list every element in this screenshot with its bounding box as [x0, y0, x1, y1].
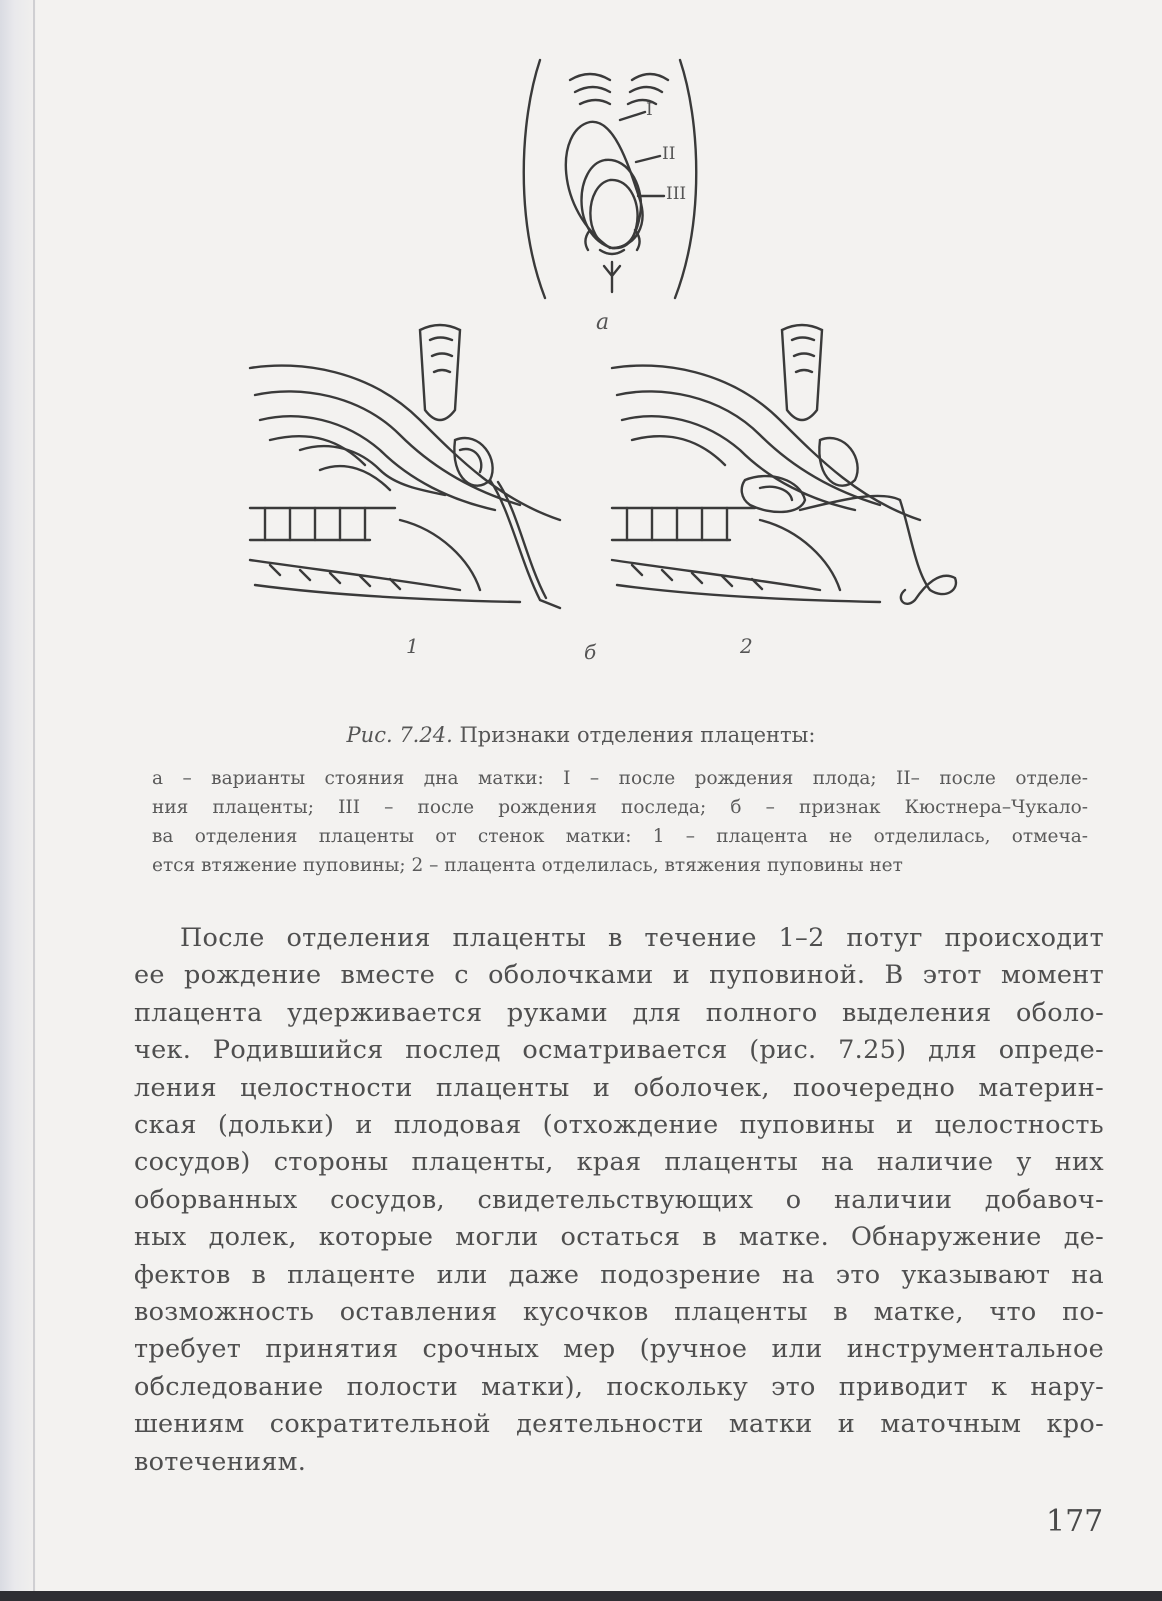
- figure-drawing: [0, 0, 1162, 700]
- figure-7-24: [0, 0, 1162, 700]
- figure-label-b: б: [584, 640, 597, 664]
- figure-title: Признаки отделения плаценты:: [459, 723, 816, 747]
- body-line: ская (дольки) и плодовая (отхождение пуповины и целостность: [134, 1110, 1104, 1141]
- page-number: 177: [1046, 1504, 1104, 1539]
- figure-a-abdomen: [524, 60, 697, 298]
- figure-caption-description: [152, 764, 1088, 880]
- body-line: сосудов) стороны плаценты, края плаценты на наличие у них: [134, 1147, 1104, 1178]
- body-line: вотечениям.: [134, 1446, 307, 1477]
- body-line: требует принятия срочных мер (ручное или инструментальное: [134, 1334, 1104, 1365]
- figure-label-roman-2: II: [662, 144, 676, 164]
- body-line: обследование полости матки), поскольку это приводит к нару-: [134, 1371, 1104, 1402]
- figure-b1-cross-section: [250, 325, 560, 608]
- page-bottom-edge: [0, 1591, 1162, 1601]
- figure-caption-title: [0, 723, 1162, 747]
- figure-number: Рис. 7.24.: [346, 723, 453, 747]
- body-line: чек. Родившийся послед осматривается (рис. 7.25) для опреде-: [134, 1035, 1104, 1066]
- figure-label-2: 2: [740, 634, 753, 658]
- body-line: возможность оставления кусочков плаценты в матке, что по-: [134, 1297, 1104, 1328]
- figure-label-roman-3: III: [666, 184, 687, 204]
- caption-line: а – варианты стояния дна матки: I – после рождения плода; II– после отделе-: [152, 768, 1088, 789]
- caption-line: ния плаценты; III – после рождения последа; б – признак Кюстнера–Чукало-: [152, 797, 1088, 818]
- figure-label-roman-1: I: [646, 100, 653, 120]
- caption-line: ва отделения плаценты от стенок матки: 1 – плацента не отделилась, отмеча-: [152, 826, 1088, 847]
- body-line: ее рождение вместе с оболочками и пуповиной. В этот момент: [134, 960, 1104, 991]
- body-line: оборванных сосудов, свидетельствующих о наличии добавоч-: [134, 1184, 1104, 1215]
- figure-b2-cross-section: [612, 325, 956, 604]
- body-line: ных долек, которые могли остаться в матке. Обнаружение де-: [134, 1222, 1104, 1253]
- body-line: плацента удерживается руками для полного выделения оболо-: [134, 997, 1104, 1028]
- figure-label-1: 1: [406, 634, 419, 658]
- body-line: фектов в плаценте или даже подозрение на это указывают на: [134, 1259, 1104, 1290]
- body-paragraph: [134, 920, 1104, 1481]
- caption-line: ется втяжение пуповины; 2 – плацента отделилась, втяжения пуповины нет: [152, 855, 903, 876]
- body-line: ления целостности плаценты и оболочек, поочередно материн-: [134, 1072, 1104, 1103]
- figure-label-a: а: [596, 310, 610, 335]
- body-line: шениям сократительной деятельности матки и маточным кро-: [134, 1409, 1104, 1440]
- body-line: После отделения плаценты в течение 1–2 потуг происходит: [180, 923, 1104, 953]
